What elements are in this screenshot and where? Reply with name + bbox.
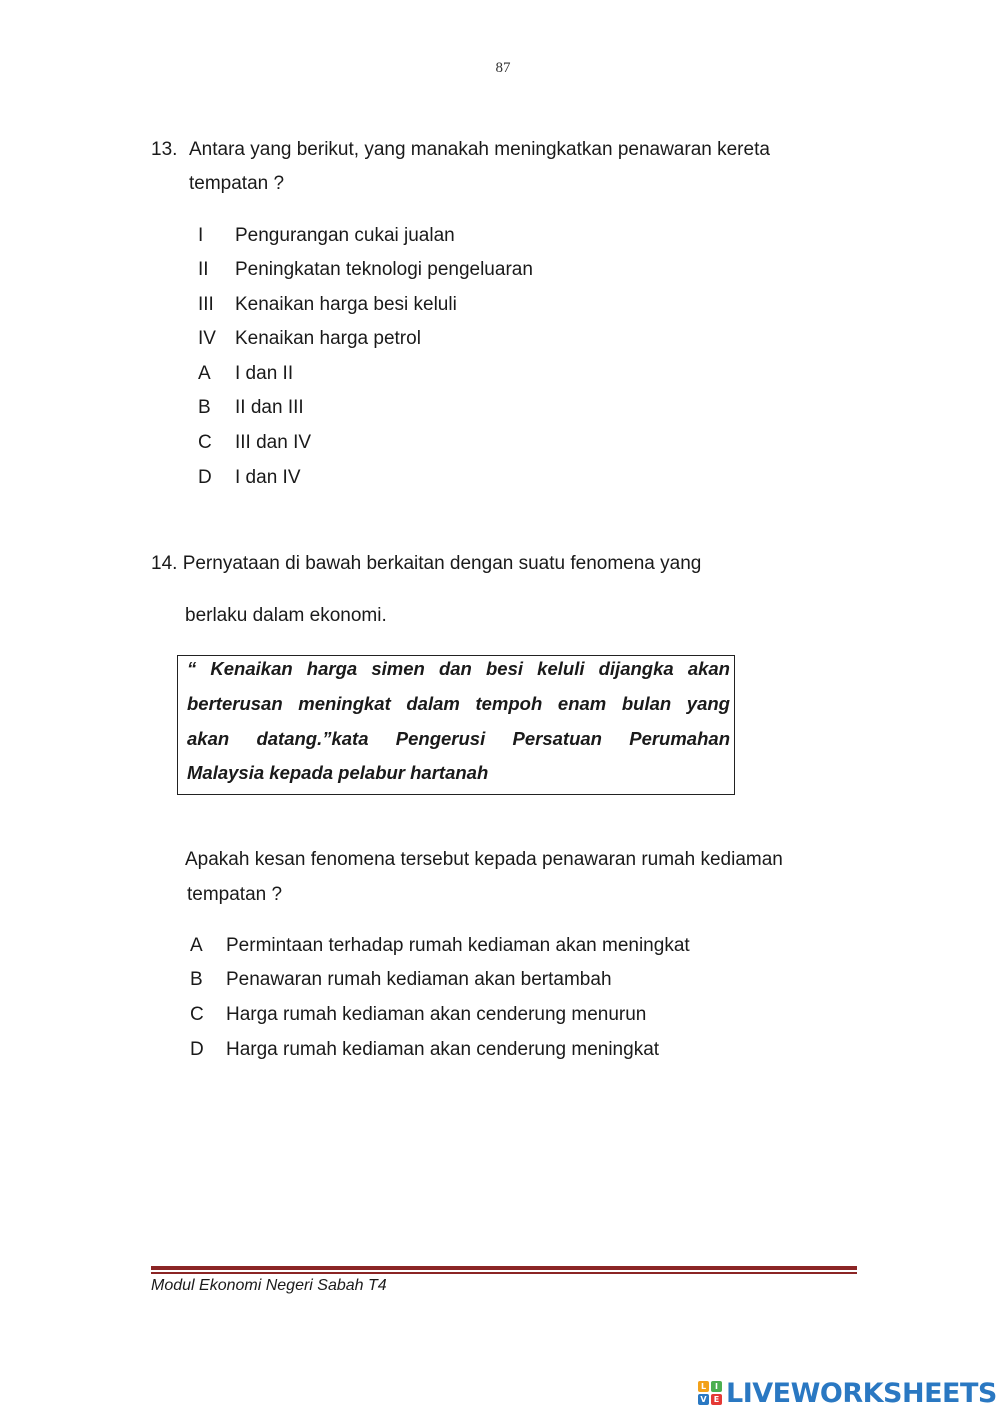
- quote-line: berterusan meningkat dalam tempoh enam bulan yang: [187, 693, 730, 714]
- q14-option-d[interactable]: [190, 1039, 790, 1061]
- statement-label: I: [198, 225, 204, 246]
- footer-rule-thin: [151, 1272, 857, 1274]
- q13-option-a[interactable]: [198, 363, 698, 385]
- q13-text-line2: tempatan ?: [189, 173, 285, 194]
- option-text: I dan II: [235, 363, 294, 384]
- quote-line: Malaysia kepada pelabur hartanah: [187, 762, 489, 783]
- option-text: Harga rumah kediaman akan cenderung menurun: [226, 1004, 647, 1025]
- q14-option-b[interactable]: [190, 969, 790, 991]
- footer-rule: [151, 1266, 857, 1270]
- quote-line: akan datang.”kata Pengerusi Persatuan Perumahan: [187, 728, 730, 749]
- option-label: B: [198, 397, 211, 418]
- q13-option-c[interactable]: [198, 432, 698, 454]
- statement-text: Kenaikan harga petrol: [235, 328, 421, 349]
- option-text: II dan III: [235, 397, 304, 418]
- q13-statement: [198, 225, 698, 247]
- option-label: D: [190, 1039, 204, 1060]
- q14-prompt-line1: Apakah kesan fenomena tersebut kepada penawaran rumah kediaman: [185, 849, 783, 870]
- quote-box: [177, 655, 735, 795]
- q13-statement: [198, 328, 698, 350]
- option-text: Harga rumah kediaman akan cenderung meningkat: [226, 1039, 660, 1060]
- statement-text: Pengurangan cukai jualan: [235, 225, 455, 246]
- logo-cell: E: [711, 1394, 722, 1405]
- option-label: A: [190, 935, 203, 956]
- option-label: A: [198, 363, 211, 384]
- logo-cell: I: [711, 1381, 722, 1392]
- statement-text: Kenaikan harga besi keluli: [235, 294, 457, 315]
- q14-text-line1: 14. Pernyataan di bawah berkaitan dengan suatu fenomena yang: [151, 553, 702, 574]
- page-number: 87: [495, 60, 511, 76]
- footer-text: Modul Ekonomi Negeri Sabah T4: [151, 1277, 387, 1294]
- q14-text-line2: berlaku dalam ekonomi.: [185, 605, 387, 626]
- statement-label: III: [198, 294, 214, 315]
- option-text: Permintaan terhadap rumah kediaman akan meningkat: [226, 935, 690, 956]
- option-label: D: [198, 467, 212, 488]
- option-text: III dan IV: [235, 432, 312, 453]
- option-label: C: [190, 1004, 204, 1025]
- option-label: C: [198, 432, 212, 453]
- q14-prompt-line2: tempatan ?: [187, 884, 283, 905]
- statement-text: Peningkatan teknologi pengeluaran: [235, 259, 533, 280]
- q14-option-a[interactable]: [190, 935, 790, 957]
- logo-cell: V: [698, 1394, 709, 1405]
- q13-option-d[interactable]: [198, 467, 698, 489]
- option-text: I dan IV: [235, 467, 301, 488]
- option-text: Penawaran rumah kediaman akan bertambah: [226, 969, 612, 990]
- statement-label: II: [198, 259, 209, 280]
- logo-cell: L: [698, 1381, 709, 1392]
- q13-text-line1: Antara yang berikut, yang manakah meningkatkan penawaran kereta: [189, 139, 770, 160]
- q14-option-c[interactable]: [190, 1004, 790, 1026]
- liveworksheets-brand: [698, 1376, 997, 1410]
- brand-text: LIVEWORKSHEETS: [726, 1377, 997, 1409]
- liveworksheets-logo-icon: [698, 1381, 722, 1405]
- q13-option-b[interactable]: [198, 397, 698, 419]
- q13-number: 13.: [151, 139, 178, 160]
- quote-line: “ Kenaikan harga simen dan besi keluli dijangka akan: [187, 658, 730, 679]
- q13-statement: [198, 259, 698, 281]
- q13-statement: [198, 294, 698, 316]
- option-label: B: [190, 969, 203, 990]
- statement-label: IV: [198, 328, 216, 349]
